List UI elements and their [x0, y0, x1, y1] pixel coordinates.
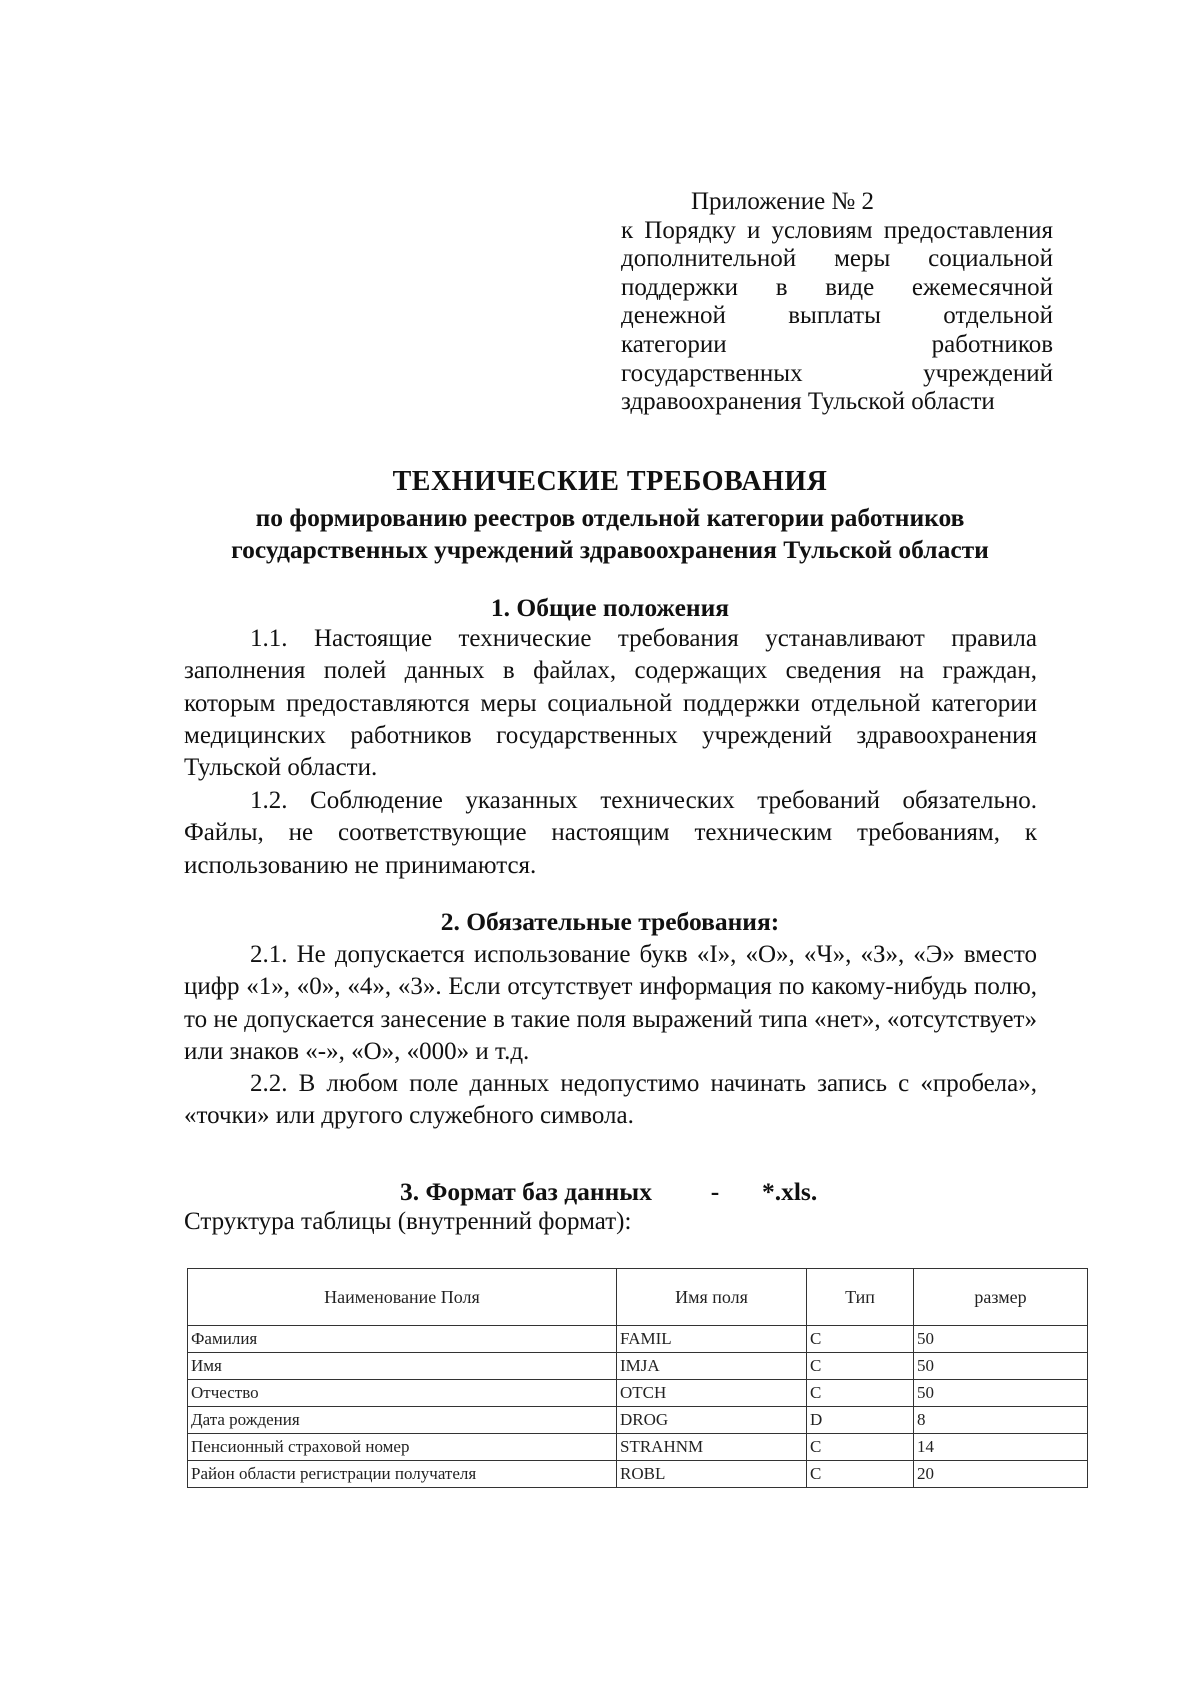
table-structure-caption: Структура таблицы (внутренний формат): [184, 1208, 632, 1235]
cell-size: 14 [914, 1434, 1088, 1461]
section-3-dash: - [710, 1177, 720, 1206]
cell-size: 50 [914, 1380, 1088, 1407]
cell-type: C [807, 1461, 914, 1488]
field-structure-table [187, 1268, 1088, 1488]
paragraph-1-2: 1.2. Соблюдение указанных технических требований обязательно. Файлы, не соответствующие настоящим техническим требованиям, к использованию не принимаются. [184, 787, 1037, 879]
header-type: Тип [807, 1269, 914, 1326]
cell-type: C [807, 1434, 914, 1461]
cell-type: C [807, 1380, 914, 1407]
section-1-heading: 1. Общие положения [490, 593, 730, 622]
cell-description: Фамилия [188, 1326, 617, 1353]
cell-field-name: DROG [617, 1407, 807, 1434]
table-row [188, 1434, 1088, 1461]
appendix-line: здравоохранения Тульской области [621, 388, 995, 416]
appendix-number: Приложение № 2 [691, 188, 875, 215]
header-size: размер [914, 1269, 1088, 1326]
table-row [188, 1461, 1088, 1488]
header-field-description: Наименование Поля [188, 1269, 617, 1326]
document-title: ТЕХНИЧЕСКИЕ ТРЕБОВАНИЯ [392, 466, 828, 497]
cell-type: D [807, 1407, 914, 1434]
appendix-line: категории работников [621, 330, 1053, 358]
cell-type: C [807, 1326, 914, 1353]
cell-description: Пенсионный страховой номер [188, 1434, 617, 1461]
table-row [188, 1353, 1088, 1380]
table-row [188, 1326, 1088, 1353]
section-3-heading [400, 1177, 817, 1207]
document-subtitle-line-1: по формированию реестров отдельной категории работников [255, 503, 965, 532]
paragraph-2-1: 2.1. Не допускается использование букв «I», «O», «Ч», «З», «Э» вместо цифр «1», «0», «4», «3». Если отсутствует информация по какому-нибудь полю, то не допускается занесение в такие поля выражений типа «нет», «отсутствует» или знаков «-», «О», «000» и т.д. [184, 941, 1037, 1065]
appendix-line: к Порядку и условиям предоставления [621, 216, 1053, 244]
cell-type: C [807, 1353, 914, 1380]
section-3-extension: *.xls. [761, 1177, 818, 1206]
table-row [188, 1380, 1088, 1407]
cell-field-name: STRAHNM [617, 1434, 807, 1461]
appendix-line: дополнительной меры социальной [621, 245, 1053, 273]
section-2-heading: 2. Обязательные требования: [440, 907, 780, 936]
cell-field-name: ROBL [617, 1461, 807, 1488]
cell-description: Дата рождения [188, 1407, 617, 1434]
cell-size: 8 [914, 1407, 1088, 1434]
document-subtitle-line-2: государственных учреждений здравоохранения Тульской области [231, 535, 989, 564]
header-field-name: Имя поля [617, 1269, 807, 1326]
cell-field-name: OTCH [617, 1380, 807, 1407]
cell-field-name: FAMIL [617, 1326, 807, 1353]
section-3-title: 3. Формат баз данных [400, 1177, 652, 1206]
appendix-line: поддержки в виде ежемесячной [621, 273, 1053, 301]
cell-description: Отчество [188, 1380, 617, 1407]
cell-description: Имя [188, 1353, 617, 1380]
cell-size: 50 [914, 1353, 1088, 1380]
table-row [188, 1407, 1088, 1434]
table-header-row [188, 1269, 1088, 1326]
appendix-block [621, 188, 1053, 417]
cell-field-name: IMJA [617, 1353, 807, 1380]
paragraph-1-1: 1.1. Настоящие технические требования устанавливают правила заполнения полей данных в файлах, содержащих сведения на граждан, которым предоставляются меры социальной поддержки отдельной категории медицинских работников государственных учреждений здравоохранения Тульской области. [184, 625, 1037, 782]
cell-size: 50 [914, 1326, 1088, 1353]
paragraph-2-2: 2.2. В любом поле данных недопустимо начинать запись с «пробела», «точки» или другого служебного символа. [184, 1070, 1037, 1130]
appendix-line: государственных учреждений [621, 359, 1053, 387]
cell-description: Район области регистрации получателя [188, 1461, 617, 1488]
appendix-line: денежной выплаты отдельной [621, 302, 1053, 330]
cell-size: 20 [914, 1461, 1088, 1488]
